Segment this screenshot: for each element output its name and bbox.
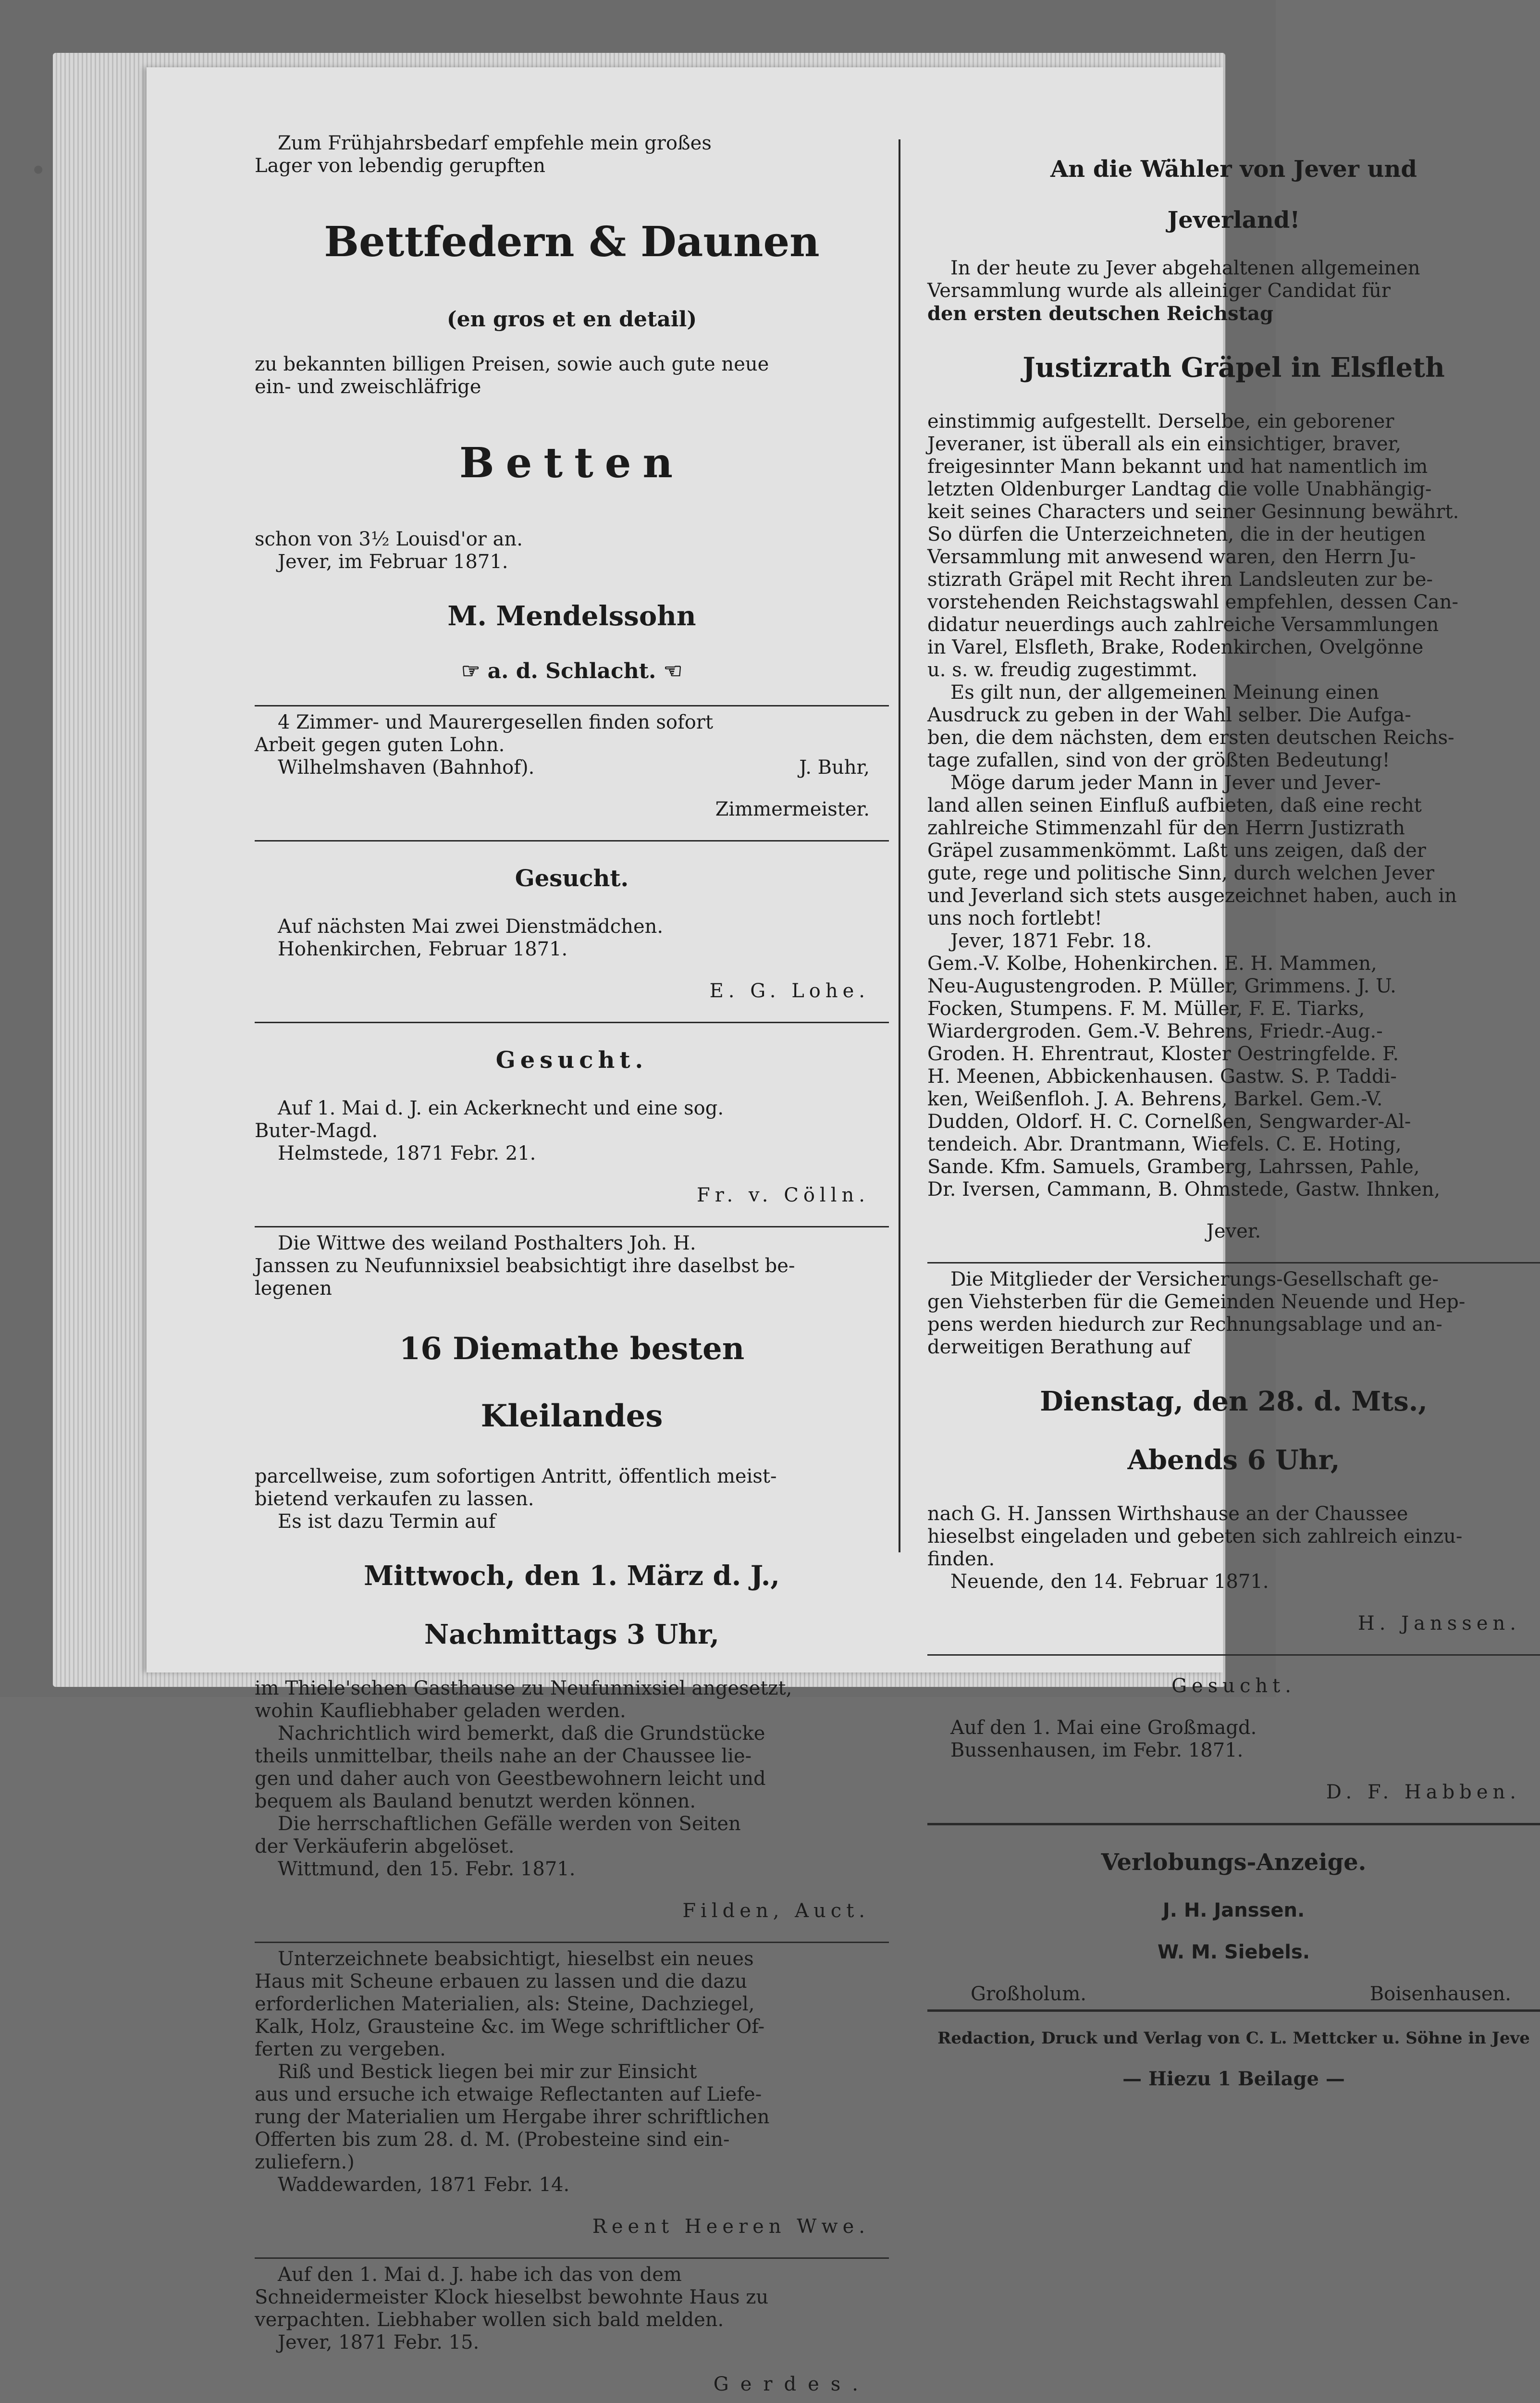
ad-verpachtung [255,2264,889,2396]
ad-line: Hohenkirchen, Februar 1871. [278,938,568,960]
ad-headline: An die Wähler von Jever und [1050,156,1417,183]
ad-signatory-line: Jever. [1206,1220,1261,1242]
ad-line: u. s. w. freudig zugestimmt. [927,659,1198,681]
ad-gesucht-1 [255,865,889,1003]
ad-headline: Nachmittags 3 Uhr, [424,1619,719,1650]
ad-signatory-line: Sande. Kfm. Samuels, Gramberg, Lahrssen, Pahle, [927,1156,1420,1178]
ad-diemathe [255,1232,889,1922]
ad-signature: M. Mendelssohn [447,600,696,632]
ad-line: ferten zu vergeben. [255,2038,446,2060]
ad-line: in Varel, Elsfleth, Brake, Rodenkirchen, Ovelgönne [927,636,1424,658]
ad-hausbau [255,1948,889,2238]
ad-signatory-line: Groden. H. Ehrentraut, Kloster Oestringfelde. F. [927,1043,1399,1065]
ad-signature: E. G. Lohe. [709,980,870,1002]
ad-line: Waddewarden, 1871 Febr. 14. [278,2174,570,2196]
ad-line: Jever, im Februar 1871. [278,551,508,573]
ad-line: So dürfen die Unterzeichneten, die in der heutigen [927,523,1426,545]
ad-signature: J. Buhr, [799,756,870,779]
ad-line: ein- und zweischläfrige [255,376,481,398]
ad-signatory-line: Neu-Augustengroden. P. Müller, Grimmens. J. U. [927,975,1396,997]
ad-line: uns noch fortlebt! [927,907,1102,929]
ad-line: In der heute zu Jever abgehaltenen allgemeinen [950,257,1420,279]
ad-line: stizrath Gräpel mit Recht ihren Landsleuten zur be- [927,569,1433,591]
ad-line: Wilhelmshaven (Bahnhof). [278,756,535,779]
ad-signature: Gerdes. [713,2373,870,2395]
ad-line: Auf den 1. Mai d. J. habe ich das von dem [278,2264,682,2286]
ad-signatory-line: Focken, Stumpens. F. M. Müller, F. E. Tiarks, [927,998,1365,1020]
ad-line: Zum Frühjahrsbedarf empfehle mein großes [278,132,712,154]
engaged-name: J. H. Janssen. [1162,1899,1305,1921]
ad-signatory-line: Dudden, Oldorf. H. C. Cornelßen, Sengwarder-Al- [927,1111,1411,1133]
ad-line: bequem als Bauland benutzt werden können. [255,1790,696,1812]
ad-line: Nachrichtlich wird bemerkt, daß die Grundstücke [278,1722,765,1745]
ad-line: Unterzeichnete beabsichtigt, hieselbst ein neues [278,1948,754,1970]
ad-line: keit seines Characters und seiner Gesinnung bewährt. [927,501,1459,523]
ad-line: und Jeverland sich stets ausgezeichnet haben, auch in [927,885,1457,907]
ad-line: parcellweise, zum sofortigen Antritt, öffentlich meist- [255,1465,777,1487]
ad-gesucht-2 [255,1046,889,1207]
ad-line: schon von 3½ Louisd'or an. [255,528,523,550]
divider [927,1823,1540,1825]
ad-line: rung der Materialien um Hergabe ihrer schriftlichen [255,2106,770,2128]
page-footer [927,2028,1540,2090]
ad-line: Es ist dazu Termin auf [278,1511,496,1533]
divider [255,1226,889,1227]
ad-headline: 16 Diemathe besten [399,1331,745,1367]
ad-gesucht-grossmagd [927,1675,1540,1804]
ad-line: Neuende, den 14. Februar 1871. [950,1571,1269,1593]
ad-line: Schneidermeister Klock hieselbst bewohnte Haus zu [255,2286,769,2308]
divider [927,2009,1540,2012]
ad-line: didatur neuerdings auch zahlreiche Versammlungen [927,614,1439,636]
ad-line: Ausdruck zu geben in der Wahl selber. Die Aufga- [927,704,1411,726]
ad-line: zahlreiche Stimmenzahl für den Herrn Justizrath [927,817,1405,839]
ad-line: Auf den 1. Mai eine Großmagd. [950,1717,1257,1739]
ad-signature-address: ☞ a. d. Schlacht. ☜ [461,659,683,683]
ad-signature: H. Janssen. [1357,1612,1521,1635]
ad-line: Die Wittwe des weiland Posthalters Joh. H. [278,1232,696,1254]
ad-subheadline: (en gros et en detail) [446,307,697,332]
ad-signature: Zimmermeister. [715,798,870,820]
ad-versicherung [927,1268,1540,1635]
ad-line: hieselbst eingeladen und gebeten sich zahlreich einzu- [927,1525,1463,1548]
ad-signature: Reent Heeren Wwe. [592,2216,870,2238]
place-name: Großholum. [971,1983,1086,2005]
ad-signatory-line: H. Meenen, Abbickenhausen. Gastw. S. P. Taddi- [927,1065,1397,1088]
ad-headline: Verlobungs-Anzeige. [1101,1849,1367,1876]
ad-signature: Filden, Auct. [682,1900,870,1922]
ad-signatory-line: tendeich. Abr. Drantmann, Wiefels. C. E. Hoting, [927,1133,1402,1155]
ad-line: Jever, 1871 Febr. 15. [278,2331,480,2353]
divider [255,1022,889,1023]
ad-signature: D. F. Habben. [1326,1781,1521,1803]
column-divider [899,139,900,1552]
engaged-name: W. M. Siebels. [1157,1941,1310,1963]
ad-headline: Jeverland! [1167,207,1300,234]
ad-line: Jever, 1871 Febr. 18. [950,930,1152,952]
ad-line: einstimmig aufgestellt. Derselbe, ein geborener [927,410,1394,433]
ad-signatory-line: Dr. Iversen, Cammann, B. Ohmstede, Gastw. Ihnken, [927,1178,1441,1201]
ad-signatory-line: Gem.-V. Kolbe, Hohenkirchen. E. H. Mammen, [927,953,1377,975]
ad-line: ben, die dem nächsten, dem ersten deutschen Reichs- [927,727,1454,749]
ad-line: verpachten. Liebhaber wollen sich bald melden. [255,2309,724,2331]
ad-line: tage zufallen, sind von der größten Bedeutung! [927,749,1390,771]
ad-line: Jeveraner, ist überall als ein einsichtiger, braver, [927,433,1402,455]
ad-line: nach G. H. Janssen Wirthshause an der Chaussee [927,1503,1408,1525]
ad-line: pens werden hiedurch zur Rechnungsablage und an- [927,1313,1442,1336]
ad-line: im Thiele'schen Gasthause zu Neufunnixsiel angesetzt, [255,1677,792,1699]
ad-line: Die Mitglieder der Versicherungs-Gesellschaft ge- [950,1268,1439,1290]
ad-headline: Bettfedern & Daunen [324,218,820,266]
ad-line: finden. [927,1548,995,1570]
ad-line: derweitigen Berathung auf [927,1336,1191,1358]
ad-line: bietend verkaufen zu lassen. [255,1488,534,1510]
ad-signatory-line: Wiardergroden. Gem.-V. Behrens, Friedr.-Aug.- [927,1020,1383,1042]
ad-line: den ersten deutschen Reichstag [927,302,1273,325]
ad-line: Bussenhausen, im Febr. 1871. [950,1739,1244,1761]
ad-headline: Dienstag, den 28. d. Mts., [1040,1386,1428,1417]
ad-headline: Gesucht. [1171,1675,1296,1697]
ad-line: Buter-Magd. [255,1120,378,1142]
ad-line: gen Viehsterben für die Gemeinden Neuende und Hep- [927,1291,1466,1313]
place-name: Boisenhausen. [1369,1983,1511,2005]
ad-line: legenen [255,1277,332,1300]
divider [255,705,889,706]
ad-line: letzten Oldenburger Landtag die volle Unabhängig- [927,478,1432,500]
ad-line: Riß und Bestick liegen bei mir zur Einsicht [278,2061,697,2083]
right-column [927,132,1540,2109]
ad-line: Auf 1. Mai d. J. ein Ackerknecht und eine sog. [278,1097,724,1119]
ad-line: vorstehenden Reichstagswahl empfehlen, dessen Can- [927,591,1459,613]
ad-line: gute, rege und politische Sinn, durch welchen Jever [927,862,1435,884]
imprint: Redaction, Druck und Verlag von C. L. Mettcker u. Söhne in Jeve [937,2029,1530,2048]
ad-line: theils unmittelbar, theils nahe an der Chaussee lie- [255,1745,752,1767]
ad-line: Kalk, Holz, Grausteine &c. im Wege schriftlicher Of- [255,2016,765,2038]
newspaper-page [147,67,1530,2395]
supplement-note: — Hiezu 1 Beilage — [1122,2068,1345,2090]
ad-line: Helmstede, 1871 Febr. 21. [278,1142,536,1164]
ad-headline: Kleilandes [480,1398,663,1434]
ad-line: zuliefern.) [255,2151,355,2173]
ad-line: Die herrschaftlichen Gefälle werden von Seiten [278,1813,741,1835]
ad-headline: Justizrath Gräpel in Elsfleth [1023,352,1445,384]
ad-line: Wittmund, den 15. Febr. 1871. [278,1858,576,1880]
ad-line: Arbeit gegen guten Lohn. [255,734,505,756]
ad-line: Versammlung wurde als alleiniger Candidat für [927,280,1391,302]
ad-zimmergesellen [255,711,889,821]
ad-signature: Fr. v. Cölln. [697,1184,870,1206]
divider [255,1942,889,1943]
ad-headline: Gesucht. [515,865,629,892]
ad-line: zu bekannten billigen Preisen, sowie auch gute neue [255,353,769,375]
ad-signatory-line: ken, Weißenfloh. J. A. Behrens, Barkel. Gem.-V. [927,1088,1383,1110]
ad-waehler [927,155,1540,1243]
ad-line: Gräpel zusammenkömmt. Laßt uns zeigen, daß der [927,840,1426,862]
ad-line: land allen seinen Einfluß aufbieten, daß eine recht [927,794,1422,817]
divider [927,1262,1540,1263]
ad-line: der Verkäuferin abgelöset. [255,1835,515,1858]
ad-line: Auf nächsten Mai zwei Dienstmädchen. [278,916,664,938]
ad-line: aus und ersuche ich etwaige Reflectanten auf Liefe- [255,2083,762,2106]
ad-bettfedern [255,132,889,684]
ad-headline: Mittwoch, den 1. März d. J., [364,1560,780,1592]
ad-headline: Betten [459,439,685,487]
ad-line: Haus mit Scheune erbauen zu lassen und die dazu [255,1970,747,1993]
ad-verlobung [927,1848,1540,2006]
divider [255,2257,889,2259]
divider [927,1654,1540,1656]
ad-line: erforderlichen Materialien, als: Steine, Dachziegel, [255,1993,755,2015]
ad-line: wohin Kaufliebhaber geladen werden. [255,1700,626,1722]
ad-line: Es gilt nun, der allgemeinen Meinung einen [950,681,1379,704]
divider [255,840,889,842]
ad-line: Versammlung mit anwesend waren, den Herrn Ju- [927,546,1416,568]
ad-line: Janssen zu Neufunnixsiel beabsichtigt ihre daselbst be- [255,1255,795,1277]
ad-line: Offerten bis zum 28. d. M. (Probesteine sind ein- [255,2129,730,2151]
ad-line: Möge darum jeder Mann in Jever und Jever- [950,772,1381,794]
ad-line: Lager von lebendig gerupften [255,155,545,177]
ad-line: 4 Zimmer- und Maurergesellen finden sofort [278,711,714,733]
ad-line: freigesinnter Mann bekannt und hat namentlich im [927,456,1428,478]
ad-headline: Abends 6 Uhr, [1127,1444,1340,1476]
ad-line: gen und daher auch von Geestbewohnern leicht und [255,1768,766,1790]
ad-headline: Gesucht. [495,1047,648,1074]
left-column [255,132,889,2403]
